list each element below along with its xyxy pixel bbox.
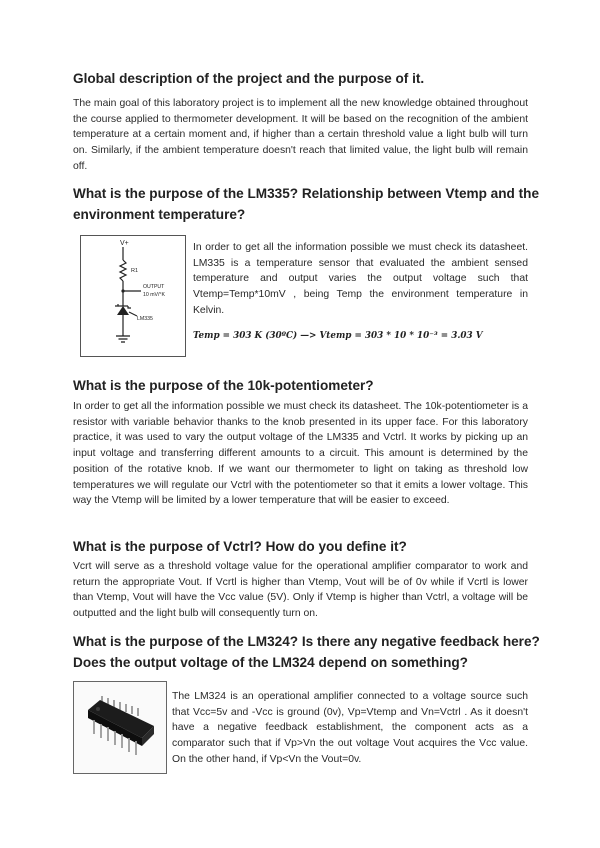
vtemp-equation: Temp = 303 K (30ºC) —> Vtemp = 303 * 10 * 10⁻³ = 3.03 V xyxy=(193,331,483,341)
output-label-line2: 10 mV/°K xyxy=(143,292,165,298)
paragraph-vctrl: Vcrt will serve as a threshold voltage value for the operational amplifier comparator to work and return the appropriate Vout. If Vcrtl is higher than Vtemp, Vout will be of 0v while if Vcrtl is lower than Vtemp, Vout will have the Vcc value (5V). Only if Vtemp is higher than Vctrl, a voltage will be outputted and the light bulb will consequently turn on. xyxy=(73,561,528,620)
paragraph-potentiometer: In order to get all the information possible we must check its datasheet. The 10k-potentiometer is a resistor with variable behavior thanks to the knob presented in its upper face. For this laboratory practice, it was used to vary the output voltage of the LM335 and Vctrl. It works by picking up an input voltage and transferring different amounts to a circuit. This amount is determined by the position of the rotative knob. If we want our thermometer to light on taking as threshold low temperatures we will regulate our Vctrl with the potentiometer so that it emits a lower voltage. This way the Vtemp will be limited by a lower temperature that will be easier to exceed. xyxy=(73,401,528,507)
diode-bar-left xyxy=(115,304,118,306)
part-label: LM335 xyxy=(137,316,153,322)
lm335-diode-symbol xyxy=(117,306,129,315)
adj-pin xyxy=(129,312,137,316)
heading-lm324: What is the purpose of the LM324? Is there any negative feedback here? Does the output voltage of the LM324 depend on something? xyxy=(73,634,540,670)
resistor-symbol xyxy=(120,260,126,281)
paragraph-global-description: The main goal of this laboratory project is to implement all the new knowledge obtained throughout the course applied to thermometer development. It will be based on the recognition of the ambient temperature at a certain moment and, if higher than a certain threshold value a light bulb will turn on. Similarly, if the ambient temperature doesn't reach that limited value, the light bulb will remain off. xyxy=(73,98,528,172)
output-label-line1: OUTPUT xyxy=(143,284,165,290)
heading-lm335: What is the purpose of the LM335? Relationship between Vtemp and the environment temperature? xyxy=(73,186,540,222)
paragraph-lm335: In order to get all the information possible we must check its datasheet. LM335 is a temperature sensor that evaluated the ambient sensed temperature and output varies the output voltage such that Vtemp=Temp*10mV , being Temp the environment temperature in Kelvin. xyxy=(193,242,528,316)
heading-global-description: Global description of the project and the purpose of it. xyxy=(73,71,425,86)
paragraph-lm324: The LM324 is an operational amplifier connected to a voltage source such that Vcc=5v and -Vcc is ground (0v), Vp=Vtemp and Vn=Vctrl . As it doesn't have a negative feedback establishment, the component acts as a comparator such that if Vp>Vn the out voltage Vout acquires the Vcc value. On the other hand, if Vp<Vn the Vout=0v. xyxy=(172,691,528,765)
lm324-chip-photo xyxy=(73,681,167,774)
diode-bar-right xyxy=(128,306,131,308)
lm335-circuit-diagram xyxy=(81,236,185,356)
lm324-chip-illustration xyxy=(74,682,166,773)
supply-label: V+ xyxy=(120,240,129,247)
resistor-label: R1 xyxy=(131,268,139,274)
heading-potentiometer: What is the purpose of the 10k-potentiometer? xyxy=(73,378,374,393)
lm335-circuit-figure xyxy=(80,235,186,357)
chip-notch xyxy=(96,707,100,711)
heading-vctrl: What is the purpose of Vctrl? How do you define it? xyxy=(73,539,407,554)
